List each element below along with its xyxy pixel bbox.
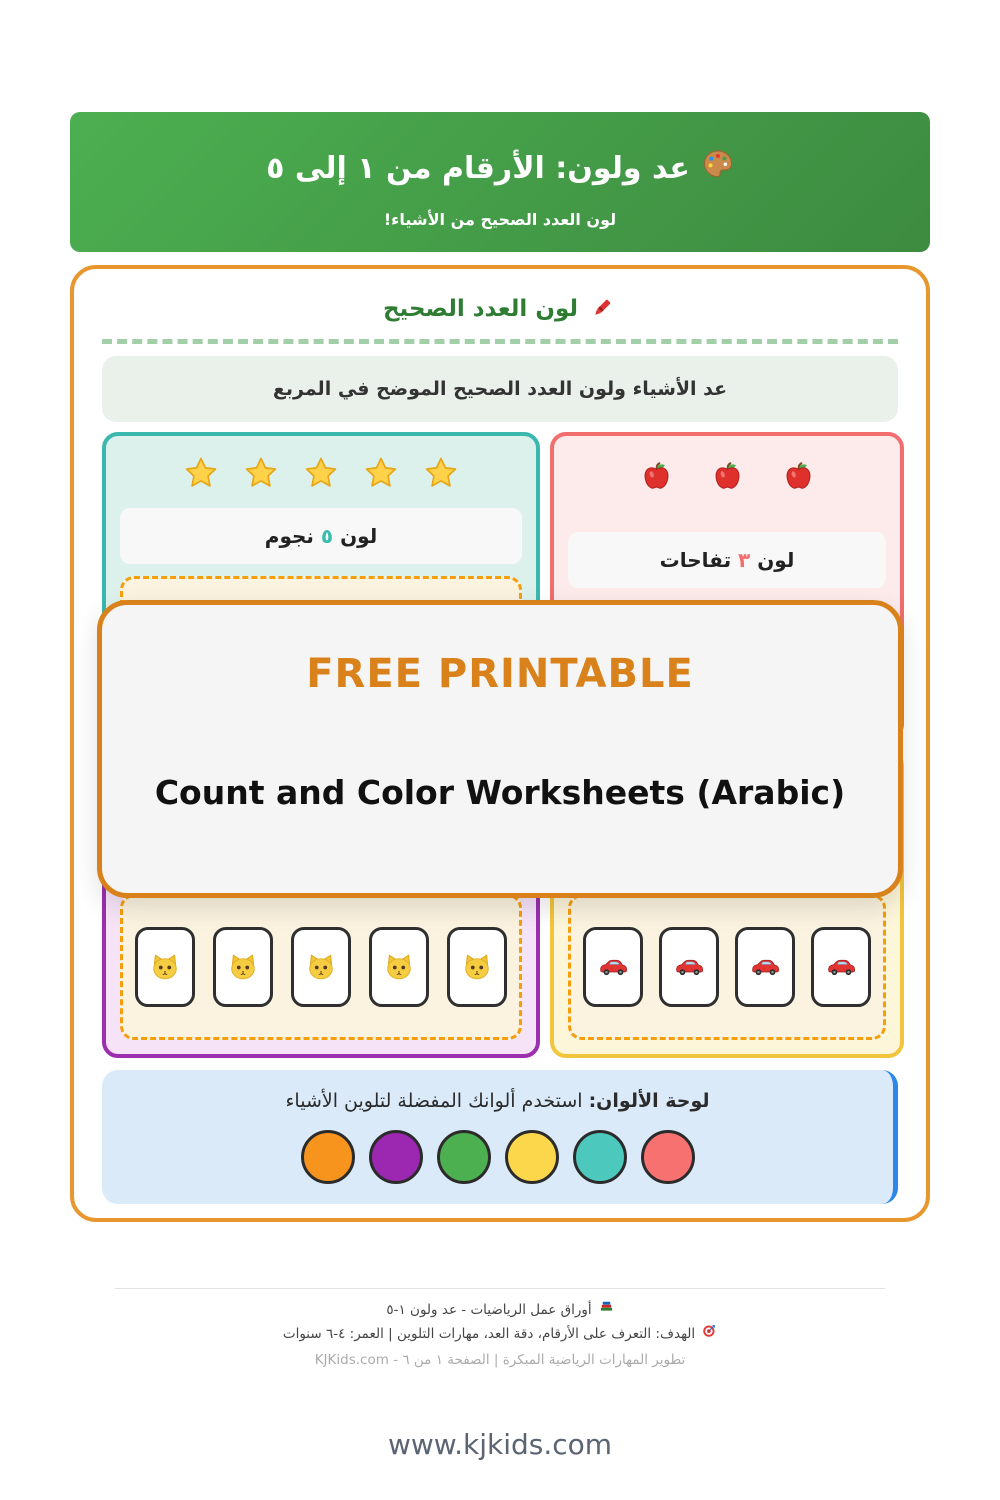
apple-icon <box>641 461 672 492</box>
instruction-box: عد الأشياء ولون العدد الصحيح الموضح في المربع <box>102 356 898 422</box>
apple-icon <box>712 461 743 492</box>
footer-line-3 <box>115 1349 885 1373</box>
answer-box[interactable] <box>291 927 351 1007</box>
palette-instruction <box>120 1090 875 1112</box>
page-title: عد ولون: الأرقام من ١ إلى ٥ <box>266 150 690 186</box>
footer-text: الهدف: التعرف على الأرقام، دقة العد، مهارات التلوين | العمر: ٤-٦ سنوات <box>282 1325 696 1342</box>
footer-text: KJKids.com - تطوير المهارات الرياضية المبكرة | الصفحة ١ من ٦ <box>314 1352 686 1369</box>
palette-color-circle[interactable] <box>437 1130 491 1184</box>
cat-icon <box>150 952 180 982</box>
dashed-separator <box>102 339 898 344</box>
sheet-title-row <box>102 293 898 325</box>
sheet-title: لون العدد الصحيح <box>382 296 579 322</box>
car-icon <box>598 952 628 982</box>
books-icon <box>599 1299 614 1323</box>
answer-box[interactable] <box>811 927 871 1007</box>
cat-icon <box>384 952 414 982</box>
label-word: تفاحات <box>659 548 732 572</box>
palette-label: لوحة الألوان: <box>588 1090 710 1112</box>
label-word: لون <box>757 548 795 572</box>
header-banner <box>70 112 930 252</box>
answer-box[interactable] <box>583 927 643 1007</box>
overlay-headline: FREE PRINTABLE <box>306 651 694 697</box>
stars-count-row <box>120 450 522 496</box>
palette-circle-row <box>120 1130 875 1184</box>
footer-line-2 <box>115 1323 885 1347</box>
footer <box>115 1288 885 1373</box>
car-icon <box>750 952 780 982</box>
footer-text: أوراق عمل الرياضيات - عد ولون ١-٥ <box>386 1302 592 1318</box>
answer-box[interactable] <box>369 927 429 1007</box>
color-palette-section <box>102 1070 898 1204</box>
apples-label <box>568 532 886 588</box>
apple-icon <box>783 461 814 492</box>
cat-icon <box>228 952 258 982</box>
site-url: www.kjkids.com <box>387 1428 613 1461</box>
star-icon <box>364 456 398 490</box>
cats-answer-area <box>120 894 522 1040</box>
star-icon <box>304 456 338 490</box>
crayon-icon <box>590 293 617 326</box>
cat-icon <box>306 952 336 982</box>
cars-answer-area <box>568 894 886 1040</box>
palette-color-circle[interactable] <box>641 1130 695 1184</box>
palette-color-circle[interactable] <box>505 1130 559 1184</box>
cat-icon <box>462 952 492 982</box>
label-word: لون <box>340 524 378 548</box>
label-number: ٣ <box>738 548 751 572</box>
palette-color-circle[interactable] <box>573 1130 627 1184</box>
footer-line-1 <box>115 1299 885 1323</box>
answer-box[interactable] <box>135 927 195 1007</box>
star-icon <box>244 456 278 490</box>
star-icon <box>184 456 218 490</box>
palette-icon <box>702 148 734 188</box>
label-number: ٥ <box>320 524 334 548</box>
star-icon <box>424 456 458 490</box>
palette-color-circle[interactable] <box>301 1130 355 1184</box>
answer-box[interactable] <box>735 927 795 1007</box>
answer-box[interactable] <box>659 927 719 1007</box>
palette-color-circle[interactable] <box>369 1130 423 1184</box>
apples-count-row <box>568 450 886 502</box>
free-printable-overlay <box>97 600 903 898</box>
dart-icon <box>702 1323 717 1347</box>
stars-label <box>120 508 522 564</box>
page-subtitle: لون العدد الصحيح من الأشياء! <box>383 210 617 229</box>
answer-box[interactable] <box>213 927 273 1007</box>
answer-box[interactable] <box>447 927 507 1007</box>
crayon-icon <box>590 293 617 320</box>
palette-label-rest: استخدم ألوانك المفضلة لتلوين الأشياء <box>285 1090 583 1112</box>
car-icon <box>826 952 856 982</box>
palette-icon <box>702 148 734 180</box>
books-icon <box>599 1299 614 1314</box>
label-word: نجوم <box>264 524 314 548</box>
overlay-subheadline: Count and Color Worksheets (Arabic) <box>154 773 846 812</box>
car-icon <box>674 952 704 982</box>
dart-icon <box>702 1323 717 1338</box>
